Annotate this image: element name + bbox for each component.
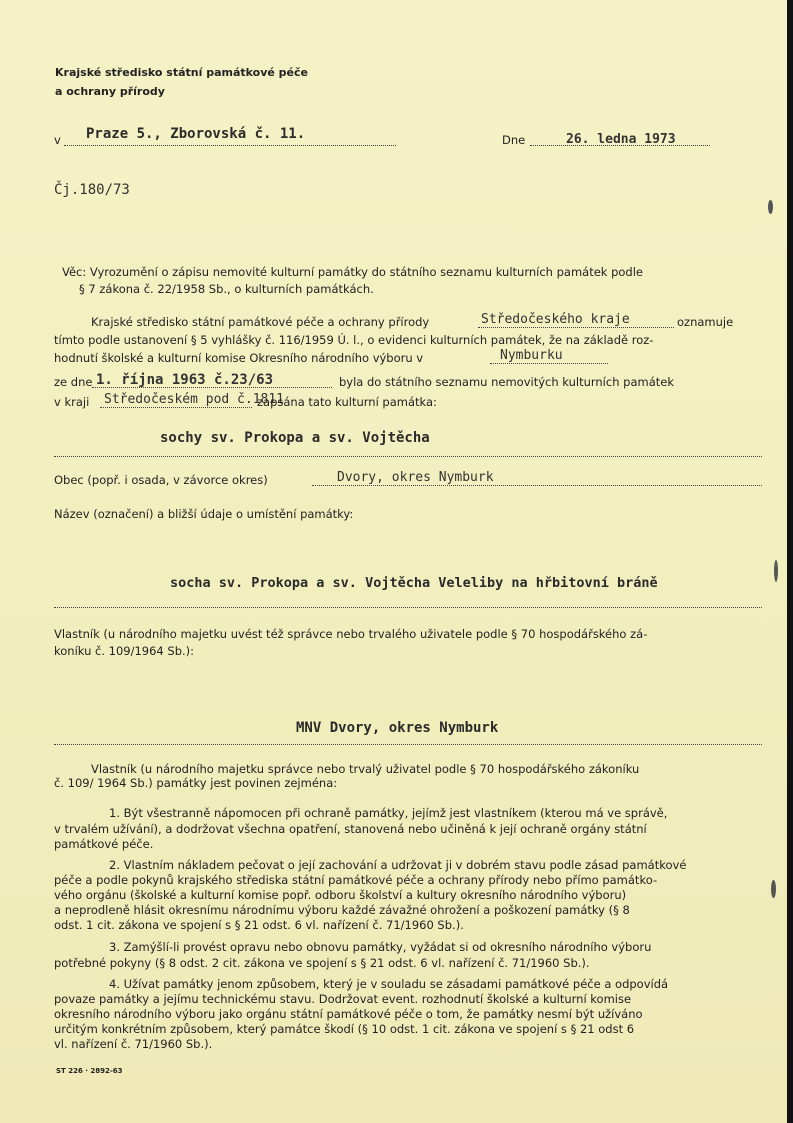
registry-number: Středočeském pod č.1811 — [104, 392, 285, 407]
form-code: ST 226 · 2892-63 — [56, 1067, 123, 1075]
municipality-value: Dvory, okres Nymburk — [337, 470, 494, 485]
notice-text-2: tímto podle ustanovení § 5 vyhlášky č. 116/1959 Ú. l., o evidenci kulturních památek, že na základě roz- — [54, 333, 654, 347]
obligation-3-line2: potřebné pokyny (§ 8 odst. 2 cit. zákona ve spojení s § 21 odst. 6 vl. nařízení č. 71/1960 Sb.). — [54, 956, 590, 970]
place-underline — [64, 145, 396, 146]
scan-speck — [768, 200, 773, 214]
notice-text-5a: v kraji — [54, 395, 90, 409]
obligation-3-line1: 3. Zamýšlí-li provést opravu nebo obnovu památky, vyžádat si od okresního národního výboru — [109, 940, 652, 954]
obligation-4-line5: vl. nařízení č. 71/1960 Sb.). — [54, 1037, 213, 1051]
institution-name-line1: Krajské středisko státní památkové péče — [55, 66, 308, 79]
obligations-intro-line2: č. 109/ 1964 Sb.) památky jest povinen zejména: — [54, 776, 338, 790]
obligation-1-line3: památkové péče. — [54, 837, 154, 851]
date-label: Dne — [502, 133, 526, 147]
obligation-2-line3: vého orgánu (školské a kulturní komise popř. odboru školství a kultury okresního národního výboru) — [54, 888, 627, 902]
obligation-4-line1: 4. Užívat památky jenom způsobem, který je v souladu se zásadami památkové péče a odpovídá — [109, 977, 669, 991]
obligation-1-line1: 1. Být všestranně nápomocen při ochraně památky, jejímž jest vlastníkem (kterou má ve správě, — [109, 806, 668, 820]
scan-speck — [771, 880, 776, 898]
scan-speck — [774, 560, 778, 582]
notice-text-1b: oznamuje — [677, 315, 734, 329]
reference-number: Čj.180/73 — [54, 182, 130, 198]
owner-underline — [54, 744, 762, 745]
institution-name-line2: a ochrany přírody — [55, 85, 165, 98]
obligation-2-line2: péče a podle pokynů krajského střediska státní památkové péče a ochrany přírody nebo přímo památko- — [54, 873, 658, 887]
obligation-4-line4: určitým konkrétním způsobem, který památce škodí (§ 10 odst. 1 cit. zákona ve spojení s § 21 odst 6 — [54, 1022, 635, 1036]
scan-edge — [787, 0, 793, 1123]
notice-district: Nymburku — [500, 348, 563, 363]
location-value: socha sv. Prokopa a sv. Vojtěcha Veleliby na hřbitovní bráně — [170, 575, 658, 591]
obligation-2-line5: odst. 1 cit. zákona ve spojení s § 21 odst. 6 vl. nařízení č. 71/1960 Sb.). — [54, 918, 464, 932]
subject-line2: § 7 zákona č. 22/1958 Sb., o kulturních památkách. — [79, 282, 374, 296]
obligations-intro-line1: Vlastník (u národního majetku správce nebo trvalý uživatel podle § 70 hospodářského zákoníku — [91, 762, 640, 776]
location-underline — [54, 607, 762, 608]
owner-label-line2: koníku č. 109/1964 Sb.): — [54, 644, 195, 658]
region-underline — [478, 327, 674, 328]
municipality-label: Obec (popř. i osada, v závorce okres) — [54, 473, 268, 487]
notice-text-3a: hodnutí školské a kulturní komise Okresního národního výboru v — [54, 351, 424, 365]
location-label: Název (označení) a bližší údaje o umístění památky: — [54, 507, 354, 521]
notice-region: Středočeského kraje — [481, 312, 630, 327]
owner-label-line1: Vlastník (u národního majetku uvést též správce nebo trvalého uživatele podle § 70 hospodářského zá- — [54, 627, 648, 641]
date-value: 26. ledna 1973 — [566, 132, 676, 147]
registry-underline — [100, 407, 252, 408]
notice-text-5b: zapsána tato kulturní památka: — [257, 395, 437, 409]
monument-underline — [54, 456, 762, 457]
obligation-2-line1: 2. Vlastním nákladem pečovat o její zachování a udržovat ji v dobrém stavu podle zásad památkové — [109, 858, 687, 872]
municipality-underline — [312, 485, 762, 486]
obligation-4-line3: okresního národního výboru jako orgánu státní památkové péče o tom, že památky nesmí být užíváno — [54, 1007, 643, 1021]
notice-text-4a: ze dne — [54, 375, 93, 389]
notice-text-1a: Krajské středisko státní památkové péče a ochrany přírody — [91, 315, 430, 329]
obligation-2-line4: a neprodleně hlásit okresnímu národnímu výboru každé závažné ohrožení a poškození památky (§ 8 — [54, 903, 630, 917]
decision-date: 1. října 1963 č.23/63 — [96, 372, 274, 388]
notice-text-4b: byla do státního seznamu nemovitých kulturních památek — [339, 375, 674, 389]
district-underline — [490, 363, 608, 364]
obligation-4-line2: povaze památky a jejímu technickému stavu. Dodržovat event. rozhodnutí školské a kulturní komise — [54, 992, 632, 1006]
place-value: Praze 5., Zborovská č. 11. — [86, 126, 306, 142]
owner-value: MNV Dvory, okres Nymburk — [296, 720, 499, 736]
obligation-1-line2: v trvalém užívání), a dodržovat všechna opatření, stanovená nebo učiněná k její ochraně orgány státní — [54, 822, 647, 836]
monument-name: sochy sv. Prokopa a sv. Vojtěcha — [160, 430, 430, 446]
place-prefix: v — [54, 133, 61, 147]
subject-line1: Věc: Vyrozumění o zápisu nemovité kulturní památky do státního seznamu kulturních památek podle — [62, 265, 643, 279]
